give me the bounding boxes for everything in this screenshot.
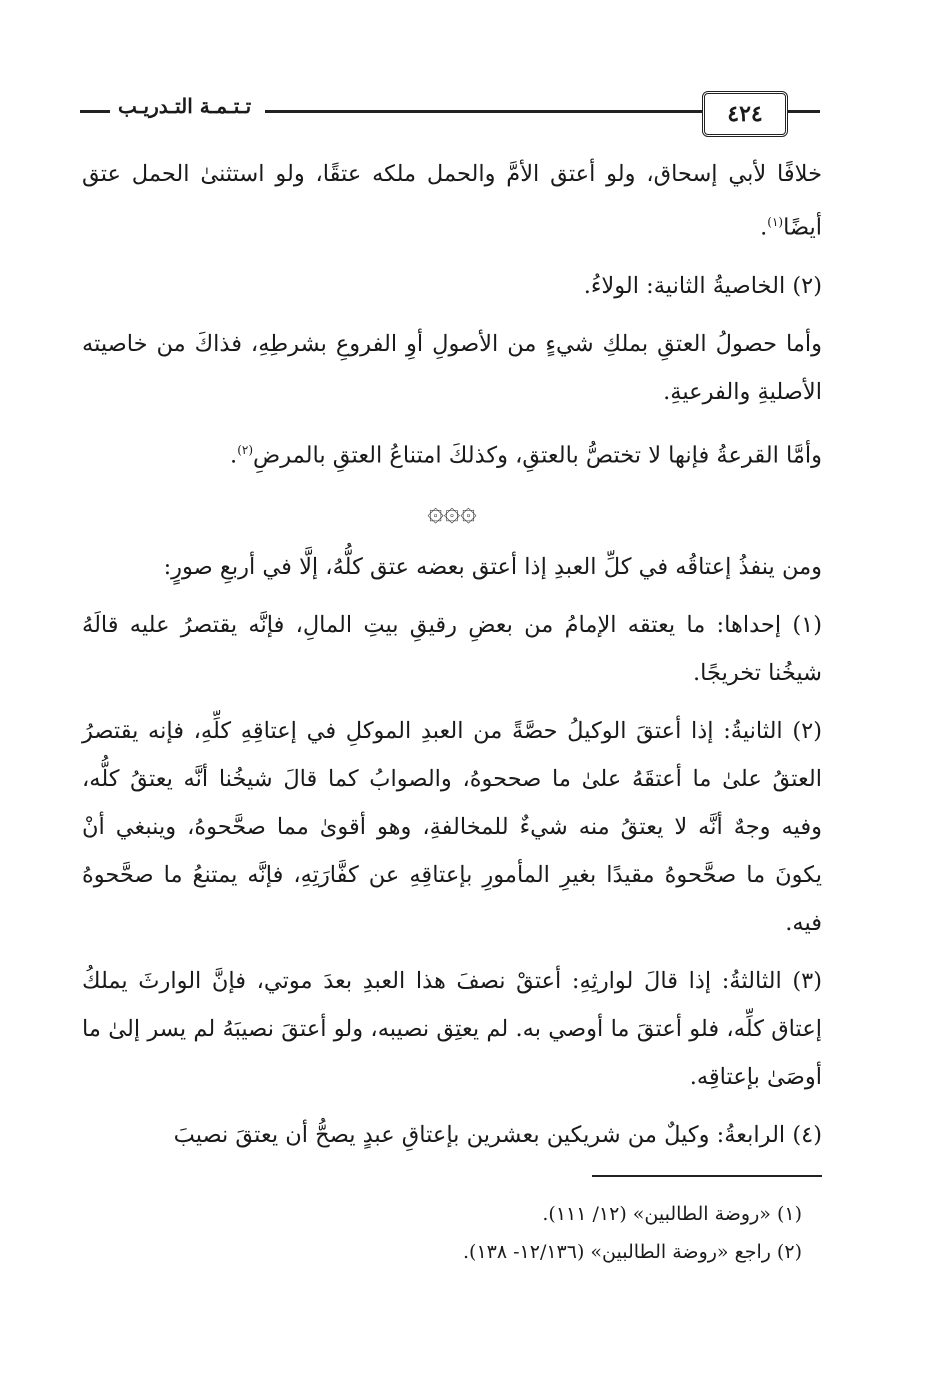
section-ornament: ۞۞۞ (427, 494, 477, 527)
page-number: ٤٢٤ (702, 91, 788, 137)
page-header (80, 86, 826, 136)
running-title: تـتـمـة التـدريـب (118, 94, 252, 118)
paragraph: وأما حصولُ العتقِ بملكِ شيءٍ من الأصولِ أوِ الفروعِ بشرطِهِ، فذاكَ من خاصيته الأصليةِ والفرعيةِ. (82, 330, 822, 405)
paragraph: وأمَّا القرعةُ فإنها لا تختصُّ بالعتقِ، وكذلكَ امتناعُ العتقِ بالمرضِ$^{(٢)}$. (230, 442, 822, 468)
footnote: (١) «روضة الطالبين» (١٢/ ١١١). (542, 1203, 802, 1225)
paragraph: خلافًا لأبي إسحاق، ولو أعتق الأمَّ والحمل ملكه عتقًا، ولو استثنىٰ الحمل عتق أيضًا$^{(١)}$. (82, 161, 822, 241)
footnote-marker: (٢) (237, 442, 254, 457)
paragraph: (١) إحداها: ما يعتقه الإمامُ من بعضِ رقيقِ بيتِ المالِ، فإنَّه يقتصرُ عليه قالَهُ شيخُنا تخريجًا. (82, 612, 822, 686)
footnote-rule (592, 1175, 822, 1177)
paragraph: (٢) الخاصيةُ الثانية: الولاءُ. (583, 272, 822, 299)
footnote: (٢) راجع «روضة الطالبين» (١٢/١٣٦- ١٣٨). (462, 1241, 802, 1263)
footnote-marker: (١) (767, 215, 784, 229)
paragraph: (٢) الثانيةُ: إذا أعتقَ الوكيلُ حصَّةً من العبدِ الموكلِ في إعتاقِهِ كلِّهِ، فإنه يقتصرُ العتقُ علىٰ ما أعتقَهُ علىٰ ما صححوهُ، والصوابُ كما قالَ شيخُنا أنَّه يعتقُ كلُّه، وفيه وجهٌ أنَّه لا يعتقُ منه شيءٌ للمخالفةِ، وهو أقوىٰ مما صحَّحوهُ، وينبغي أنْ يكونَ ما صحَّحوهُ مقيدًا بغيرِ المأمورِ بإعتاقِهِ عن كفَّارَتِهِ، فإنَّه يمتنعُ ما صحَّحوهُ فيه. (82, 718, 822, 936)
paragraph: (٣) الثالثةُ: إذا قالَ لوارثِهِ: أعتقْ نصفَ هذا العبدِ بعدَ موتي، فإنَّ الوارثَ يملكُ إعتاق كلِّه، فلو أعتقَ ما أوصي به. لم يعتِق نصيبه، ولو أعتقَ نصيبَهُ لم يسر إلىٰ ما أوصَىٰ بإعتاقِه. (82, 968, 822, 1090)
paragraph: (٤) الرابعةُ: وكيلٌ من شريكين بعشرين بإعتاقِ عبدٍ يصحُّ أن يعتقَ نصيبَ (173, 1122, 822, 1148)
paragraph: ومن ينفذُ إعتاقُه في كلِّ العبدِ إذا أعتق بعضه عتق كلُّهُ، إلَّا في أربعِ صورٍ: (163, 554, 822, 580)
header-dash (80, 110, 110, 113)
main-text (82, 150, 822, 1169)
footnote-list (463, 1195, 802, 1271)
